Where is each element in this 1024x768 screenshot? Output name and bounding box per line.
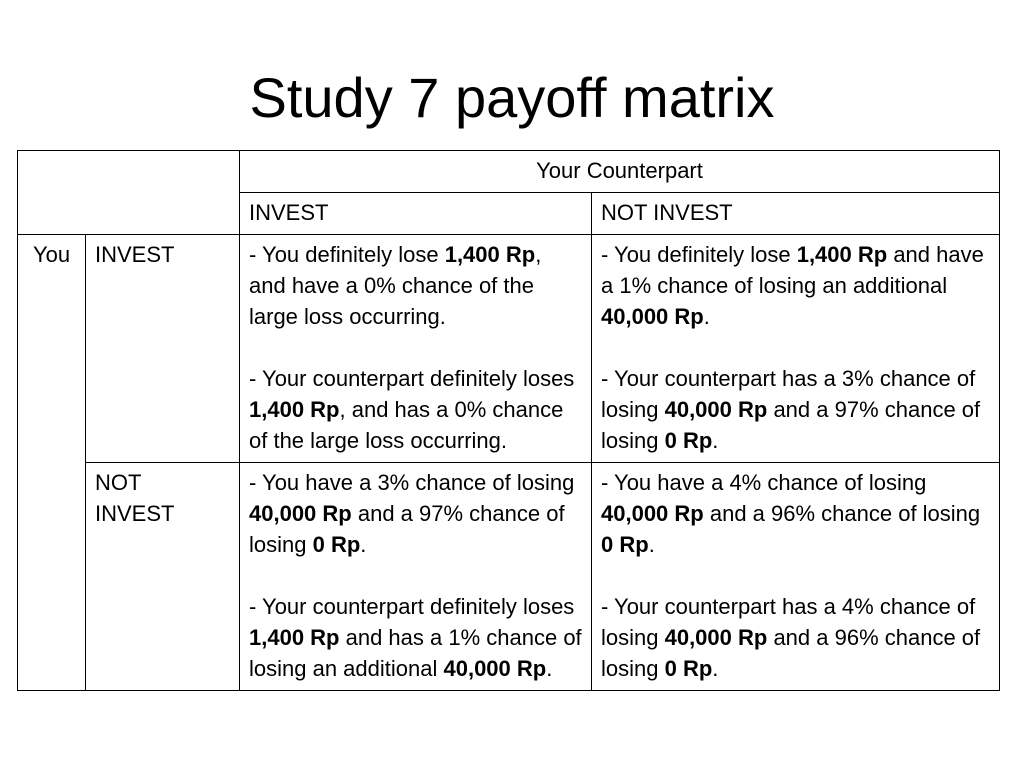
cell-counterpart-outcome: - Your counterpart has a 3% chance of losing 40,000 Rp and a 97% chance of losing 0 Rp. bbox=[601, 366, 981, 453]
cell-invest-invest bbox=[240, 235, 592, 463]
row-header-not-invest: NOT INVEST bbox=[86, 463, 240, 691]
counterpart-header: Your Counterpart bbox=[240, 151, 1000, 193]
row-invest bbox=[18, 235, 1000, 463]
row-header-invest: INVEST bbox=[86, 235, 240, 463]
cell-counterpart-outcome: - Your counterpart definitely loses 1,400 Rp and has a 1% chance of losing an additional 40,000 Rp. bbox=[249, 594, 582, 681]
cell-you-outcome: - You have a 3% chance of losing 40,000 Rp and a 97% chance of losing 0 Rp. bbox=[249, 470, 575, 557]
cell-you-outcome: - You definitely lose 1,400 Rp and have a 1% chance of losing an additional 40,000 Rp. bbox=[601, 242, 984, 329]
payoff-matrix-table bbox=[17, 150, 1000, 691]
cell-you-outcome: - You definitely lose 1,400 Rp, and have a 0% chance of the large loss occurring. bbox=[249, 242, 542, 329]
cell-counterpart-outcome: - Your counterpart has a 4% chance of losing 40,000 Rp and a 96% chance of losing 0 Rp. bbox=[601, 594, 981, 681]
col-header-invest: INVEST bbox=[240, 193, 592, 235]
cell-invest-not-invest bbox=[592, 235, 1000, 463]
cell-not-invest-not-invest bbox=[592, 463, 1000, 691]
cell-not-invest-invest bbox=[240, 463, 592, 691]
row-group-you: You bbox=[18, 235, 86, 691]
cell-counterpart-outcome: - Your counterpart definitely loses 1,400 Rp, and has a 0% chance of the large loss occurring. bbox=[249, 366, 575, 453]
page-title: Study 7 payoff matrix bbox=[249, 66, 775, 129]
col-header-not-invest: NOT INVEST bbox=[592, 193, 1000, 235]
empty-corner-cell bbox=[18, 151, 240, 235]
header-row-counterpart bbox=[18, 151, 1000, 193]
row-not-invest bbox=[18, 463, 1000, 691]
cell-you-outcome: - You have a 4% chance of losing 40,000 Rp and a 96% chance of losing 0 Rp. bbox=[601, 470, 981, 557]
